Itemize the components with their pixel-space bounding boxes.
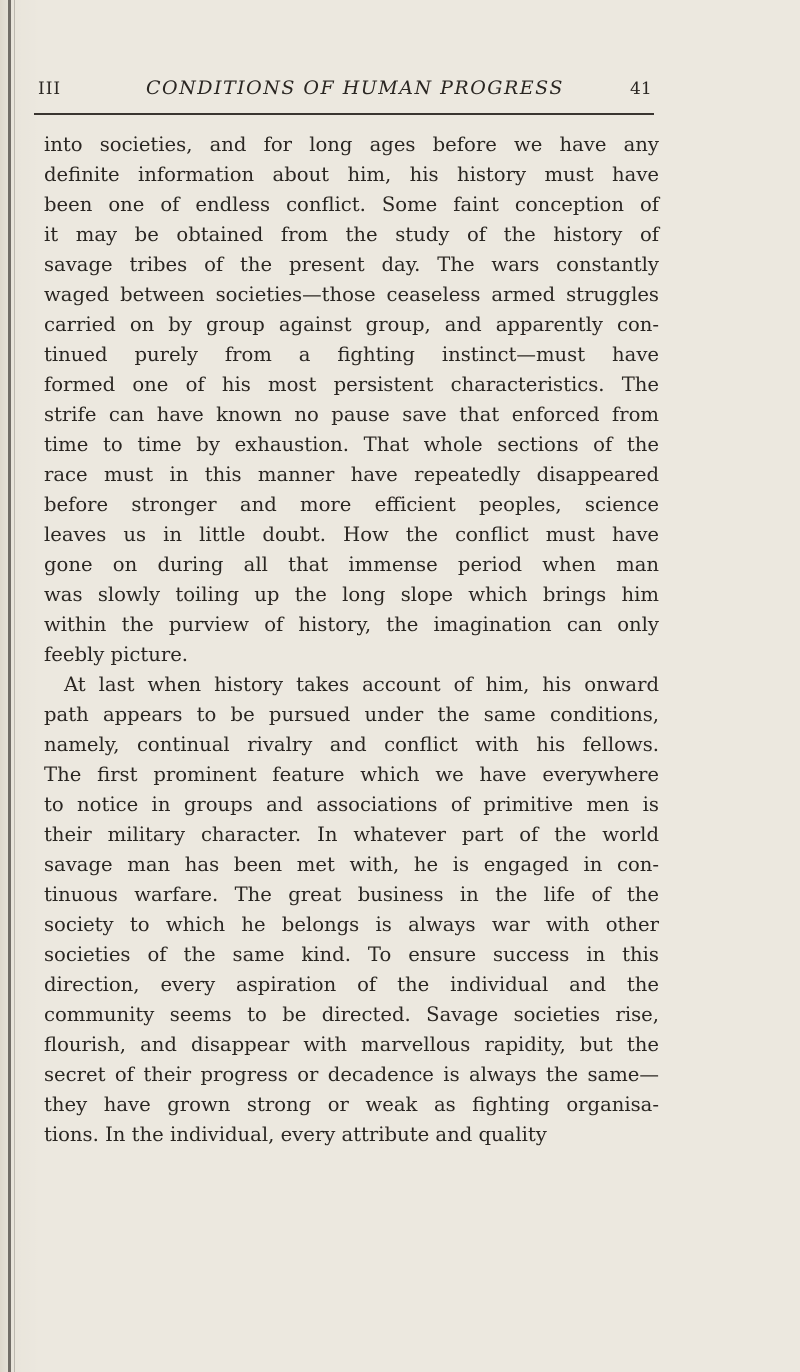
text-line: definite information about him, his history must have (44, 163, 659, 186)
text-line: savage tribes of the present day. The wars constantly (44, 253, 659, 276)
text-line: feebly picture. (44, 643, 189, 666)
text-line: strife can have known no pause save that enforced from (44, 403, 659, 426)
text-line: their military character. In whatever part of the world (44, 823, 659, 846)
text-line: to notice in groups and associations of primitive men is (44, 793, 659, 816)
text-line: within the purview of history, the imagination can only (44, 613, 659, 636)
text-line: society to which he belongs is always war with other (44, 913, 659, 936)
text-line: waged between societies—those ceaseless armed struggles (44, 283, 659, 306)
running-header (38, 75, 658, 109)
text-line: secret of their progress or decadence is always the same— (44, 1063, 659, 1086)
text-line: gone on during all that immense period when man (44, 553, 659, 576)
body-text (44, 130, 659, 1150)
text-line: they have grown strong or weak as fighting organisa- (44, 1093, 659, 1116)
text-line: namely, continual rivalry and conflict with his fellows. (44, 733, 659, 756)
text-line: flourish, and disappear with marvellous rapidity, but the (44, 1033, 659, 1056)
text-line: societies of the same kind. To ensure success in this (44, 943, 659, 966)
text-line: was slowly toiling up the long slope which brings him (44, 583, 659, 606)
text-line: community seems to be directed. Savage societies rise, (44, 1003, 659, 1026)
text-line: formed one of his most persistent characteristics. The (44, 373, 659, 396)
text-line: At last when history takes account of him, his onward (64, 673, 659, 696)
binding-gutter-shadow (14, 0, 15, 1372)
text-line: leaves us in little doubt. How the conflict must have (44, 523, 659, 546)
text-line: tinuous warfare. The great business in the life of the (44, 883, 659, 906)
text-line: savage man has been met with, he is engaged in con- (44, 853, 659, 876)
text-line: been one of endless conflict. Some faint conception of (44, 193, 659, 216)
text-line: path appears to be pursued under the same conditions, (44, 703, 659, 726)
text-line: time to time by exhaustion. That whole sections of the (44, 433, 659, 456)
header-rule (34, 113, 654, 115)
text-line: race must in this manner have repeatedly disappeared (44, 463, 659, 486)
text-line: tinued purely from a fighting instinct—must have (44, 343, 659, 366)
binding-gutter-edge (8, 0, 11, 1372)
text-line: tions. In the individual, every attribute and quality (44, 1123, 547, 1146)
text-line: direction, every aspiration of the individual and the (44, 973, 659, 996)
text-line: it may be obtained from the study of the history of (44, 223, 659, 246)
chapter-number: III (38, 79, 62, 99)
page-number: 41 (630, 79, 652, 99)
text-line: carried on by group against group, and apparently con- (44, 313, 659, 336)
text-line: before stronger and more efficient peoples, science (44, 493, 659, 516)
text-line: into societies, and for long ages before we have any (44, 133, 659, 156)
text-line: The first prominent feature which we have everywhere (44, 763, 659, 786)
running-title: CONDITIONS OF HUMAN PROGRESS (146, 77, 564, 99)
